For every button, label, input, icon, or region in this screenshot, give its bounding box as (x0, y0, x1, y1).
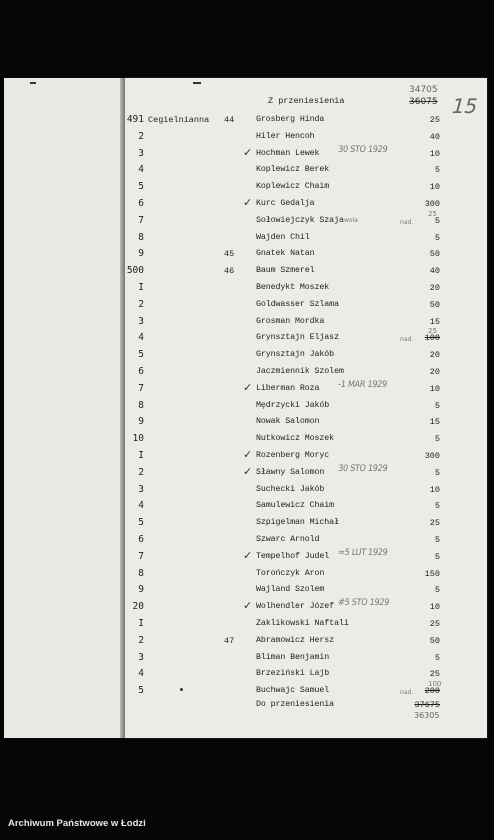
row-number: 4 (138, 164, 144, 176)
person-name: Grynsztajn Eljasz (256, 333, 339, 343)
row-number: 2 (138, 634, 144, 646)
amount: 5 (434, 232, 440, 243)
amount: 10 (429, 484, 440, 495)
row-number: 3 (138, 147, 144, 159)
amount: 200 (424, 686, 440, 697)
table-row (0, 566, 494, 582)
row-number: 9 (138, 248, 144, 260)
row-number: 5 (138, 517, 144, 529)
check-mark: ✓ (243, 448, 253, 461)
amount: 150 (424, 568, 440, 579)
person-name: Zaklikowski Naftali (256, 619, 349, 628)
date-stamp: 30 STO 1929 (337, 463, 388, 474)
row-number: 5 (138, 349, 144, 361)
table-row (0, 364, 494, 380)
person-name: Torończyk Aron (256, 568, 325, 578)
row-number: I (138, 282, 144, 293)
table-row (0, 179, 494, 195)
page-number: 15 (448, 94, 481, 118)
table-row (0, 129, 494, 145)
person-name: Nowak Salomon (256, 417, 320, 427)
person-name: Grosman Mordka (256, 316, 325, 326)
person-name: Buchwajc Samuel (256, 686, 330, 696)
row-number: 8 (138, 399, 144, 411)
table-row (0, 666, 494, 682)
person-name: Sołowiejczyk Szaja (256, 215, 344, 225)
pencil-amount: 100 (428, 680, 442, 689)
row-number: 491 (126, 114, 144, 125)
table-row (0, 549, 494, 565)
amount: 25 (429, 115, 440, 125)
pencil-note: nad. (400, 689, 414, 697)
amount: 25 (429, 518, 440, 529)
house-number: 45 (224, 249, 235, 260)
person-name: Grynsztajn Jakób (256, 350, 335, 360)
amount: 300 (424, 451, 440, 461)
table-row (0, 515, 494, 531)
footer-total: 37675 (414, 700, 440, 710)
person-name: Bliman Benjamin (256, 652, 330, 662)
table-row (0, 482, 494, 498)
amount: 100 (424, 333, 440, 344)
row-number: 7 (138, 214, 144, 226)
person-name: Jaczmiennik Szolem (256, 367, 344, 376)
person-name: Goldwasser Szlama (256, 299, 339, 309)
person-name: Kurc Gedalja (256, 199, 315, 208)
name-annotation: wola (344, 216, 358, 224)
amount: 25 (429, 619, 440, 629)
amount: 15 (429, 417, 440, 428)
table-row (0, 314, 494, 330)
row-number: 6 (138, 198, 144, 209)
row-number: 500 (126, 265, 144, 277)
check-mark: ✓ (243, 380, 253, 394)
amount: 10 (429, 182, 440, 193)
row-number: I (138, 618, 144, 629)
row-number: 4 (138, 500, 144, 512)
pencil-note: nad. (400, 218, 414, 226)
footer-label: Do przeniesienia (256, 700, 335, 709)
date-stamp: #5 STO 1929 (337, 598, 390, 609)
table-row (0, 498, 494, 514)
person-name: Szpigelman Michał (256, 518, 339, 528)
row-number: 5 (138, 181, 144, 193)
amount: 5 (434, 434, 440, 445)
amount: 5 (434, 400, 440, 411)
amount: 20 (429, 283, 440, 293)
person-name: Koplewicz Chaim (256, 182, 330, 192)
amount: 20 (429, 350, 440, 361)
amount: 40 (429, 266, 440, 277)
row-number: 4 (138, 332, 144, 344)
row-number: 3 (138, 483, 144, 495)
table-row (0, 230, 494, 246)
person-name: Suchecki Jakób (256, 484, 325, 494)
person-name: Koplewicz Berek (256, 165, 330, 175)
date-stamp: =5 LUT 1929 (337, 547, 389, 558)
check-mark: ✓ (243, 464, 253, 478)
table-row (0, 633, 494, 649)
person-name: Rozenberg Moryc (256, 451, 330, 460)
row-number: 6 (138, 534, 144, 545)
amount: 50 (429, 635, 440, 646)
row-number: 4 (138, 668, 144, 680)
amount: 5 (434, 501, 440, 512)
row-number: 8 (138, 231, 144, 243)
row-number: 2 (138, 466, 144, 478)
row-number: 9 (138, 416, 144, 428)
date-stamp: -1 MAR 1929 (337, 379, 388, 390)
person-name: Grosberg Hinda (256, 115, 325, 124)
person-name: Sławny Salomon (256, 467, 325, 477)
amount: 10 (429, 383, 440, 394)
page-mark (30, 82, 36, 84)
table-row (0, 599, 494, 615)
table-row (0, 532, 494, 548)
check-mark: ✓ (243, 599, 253, 613)
check-mark: ✓ (243, 196, 253, 209)
table-row (0, 146, 494, 162)
person-name: Liberman Roza (256, 383, 320, 393)
table-row (0, 112, 494, 128)
table-row (0, 196, 494, 212)
pencil-amount: 25 (428, 327, 437, 336)
table-row (0, 582, 494, 598)
amount: 5 (434, 652, 440, 663)
date-stamp: 30 STO 1929 (337, 144, 388, 155)
table-row (0, 381, 494, 397)
house-number: 46 (224, 266, 235, 277)
person-name: Wolhendler Józef (256, 602, 335, 612)
ink-spot (180, 688, 183, 691)
row-number: 7 (138, 382, 144, 394)
amount: 300 (424, 199, 440, 209)
amount: 5 (434, 585, 440, 596)
page-header: Z przeniesienia (268, 96, 345, 106)
footer-pencil-total: 36305 (414, 711, 440, 720)
table-row (0, 650, 494, 666)
row-number: 2 (138, 130, 144, 142)
person-name: Benedykt Moszek (256, 283, 330, 292)
person-name: Wajland Szolem (256, 585, 325, 595)
row-number: I (138, 450, 144, 461)
amount: 5 (434, 215, 440, 226)
person-name: Hiler Hencoh (256, 131, 315, 141)
amount: 10 (429, 148, 440, 159)
row-number: 3 (138, 315, 144, 327)
row-number: 5 (138, 685, 144, 697)
person-name: Nutkowicz Moszek (256, 434, 335, 444)
row-number: 9 (138, 584, 144, 596)
amount: 5 (434, 535, 440, 545)
house-number: 44 (224, 115, 235, 125)
table-row (0, 448, 494, 464)
table-row (0, 398, 494, 414)
pencil-amount: 25 (428, 209, 437, 218)
table-row (0, 162, 494, 178)
house-number: 47 (224, 635, 235, 646)
pencil-total: 34705 (409, 85, 438, 95)
amount: 5 (434, 467, 440, 478)
table-row (0, 297, 494, 313)
person-name: Abramowicz Hersz (256, 635, 335, 645)
street-name: Cegielnianna (148, 115, 210, 125)
person-name: Wajden Chil (256, 232, 310, 242)
person-name: Mędrzycki Jakób (256, 400, 330, 410)
amount: 50 (429, 249, 440, 260)
row-number: 20 (132, 601, 144, 613)
carried-total: 36075 (409, 97, 438, 107)
table-row (0, 209, 494, 229)
amount: 5 (434, 165, 440, 176)
row-number: 7 (138, 550, 144, 562)
amount: 25 (429, 669, 440, 680)
person-name: Szwarc Arnold (256, 535, 320, 544)
pencil-note: nad. (400, 336, 414, 344)
archive-label: Archiwum Państwowe w Łodzi (8, 818, 146, 829)
amount: 10 (429, 602, 440, 613)
person-name: Baum Szmerel (256, 266, 315, 276)
table-row (0, 616, 494, 632)
table-row (0, 246, 494, 262)
amount: 15 (429, 316, 440, 327)
amount: 5 (434, 551, 440, 562)
check-mark: ✓ (243, 145, 253, 159)
check-mark: ✓ (243, 548, 253, 562)
person-name: Hochman Lewek (256, 148, 320, 158)
table-row (0, 414, 494, 430)
table-row (0, 280, 494, 296)
person-name: Brzeziński Lajb (256, 669, 330, 679)
amount: 50 (429, 299, 440, 310)
row-number: 6 (138, 366, 144, 377)
person-name: Gnatek Natan (256, 249, 315, 259)
table-row (0, 347, 494, 363)
person-name: Samulewicz Chaim (256, 501, 335, 511)
row-number: 10 (132, 433, 144, 445)
amount: 40 (429, 131, 440, 142)
person-name: Tempelhof Judel (256, 551, 330, 561)
table-row (0, 431, 494, 447)
row-number: 3 (138, 651, 144, 663)
table-row (0, 465, 494, 481)
page-mark (193, 82, 201, 84)
amount: 20 (429, 367, 440, 377)
table-row (0, 263, 494, 279)
table-row (0, 327, 494, 346)
row-number: 8 (138, 567, 144, 579)
row-number: 2 (138, 298, 144, 310)
